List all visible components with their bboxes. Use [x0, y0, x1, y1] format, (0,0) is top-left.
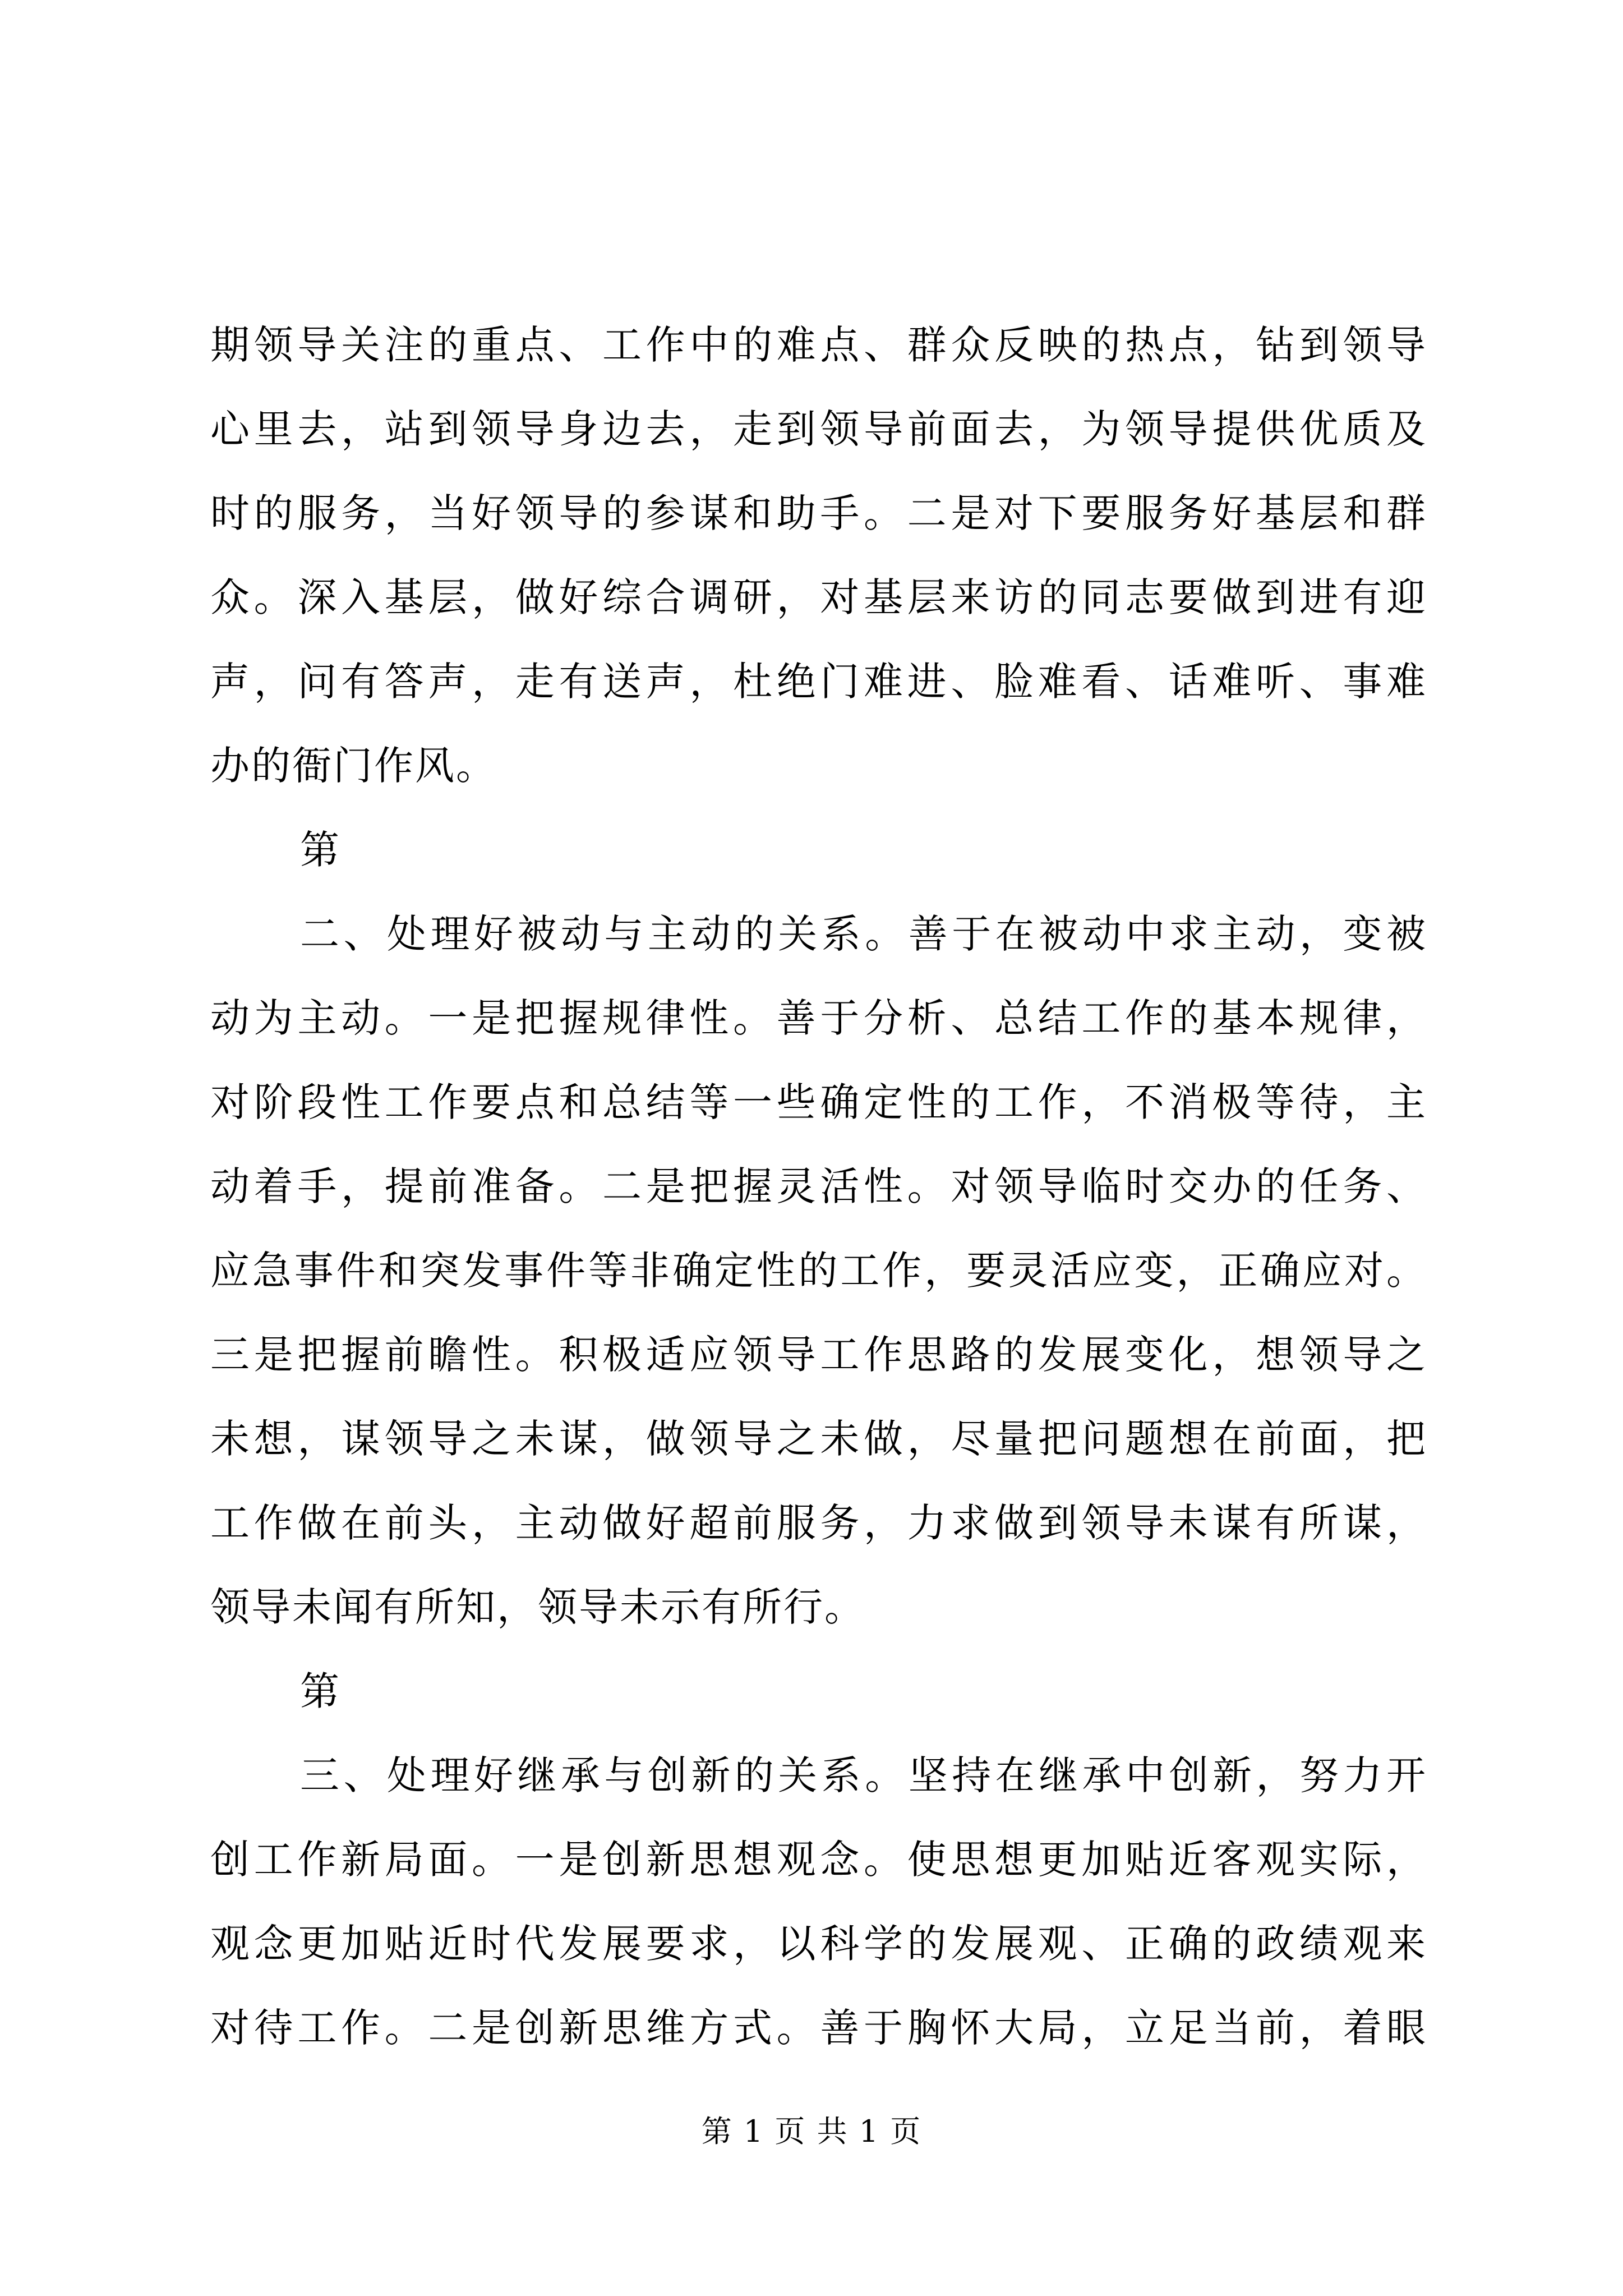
- text-line: 观念更加贴近时代发展要求，以科学的发展观、正确的政绩观来: [210, 1921, 1427, 1967]
- text-line: 动着手，提前准备。二是把握灵活性。对领导临时交办的任务、: [210, 1163, 1427, 1209]
- text-line: 众。深入基层，做好综合调研，对基层来访的同志要做到进有迎: [210, 574, 1427, 620]
- section-heading-line: 三、处理好继承与创新的关系。坚持在继承中创新，努力开: [300, 1752, 1427, 1798]
- text-line: 期领导关注的重点、工作中的难点、群众反映的热点，钻到领导: [210, 322, 1427, 368]
- section-marker: 第: [300, 827, 341, 873]
- text-line: 对阶段性工作要点和总结等一些确定性的工作，不消极等待，主: [210, 1079, 1427, 1125]
- text-line: 创工作新局面。一是创新思想观念。使思想更加贴近客观实际，: [210, 1837, 1427, 1883]
- text-line: 心里去，站到领导身边去，走到领导前面去，为领导提供优质及: [210, 406, 1427, 452]
- text-line: 对待工作。二是创新思维方式。善于胸怀大局，立足当前，着眼: [210, 2005, 1427, 2051]
- text-line: 应急事件和突发事件等非确定性的工作，要灵活应变，正确应对。: [210, 1248, 1427, 1294]
- section-marker: 第: [300, 1668, 341, 1714]
- text-line: 工作做在前头，主动做好超前服务，力求做到领导未谋有所谋，: [210, 1500, 1427, 1546]
- text-line: 三是把握前瞻性。积极适应领导工作思路的发展变化，想领导之: [210, 1332, 1427, 1378]
- text-line: 领导未闻有所知，领导未示有所行。: [210, 1584, 865, 1630]
- page-footer: 第 1 页 共 1 页: [701, 2114, 922, 2149]
- text-line: 办的衙门作风。: [210, 743, 497, 789]
- body-text: [210, 303, 1427, 2070]
- section-heading-line: 二、处理好被动与主动的关系。善于在被动中求主动，变被: [300, 911, 1427, 957]
- text-line: 动为主动。一是把握规律性。善于分析、总结工作的基本规律，: [210, 995, 1427, 1041]
- text-line: 未想，谋领导之未谋，做领导之未做，尽量把问题想在前面，把: [210, 1416, 1427, 1462]
- text-line: 时的服务，当好领导的参谋和助手。二是对下要服务好基层和群: [210, 490, 1427, 536]
- text-line: 声，问有答声，走有送声，杜绝门难进、脸难看、话难听、事难: [210, 659, 1427, 705]
